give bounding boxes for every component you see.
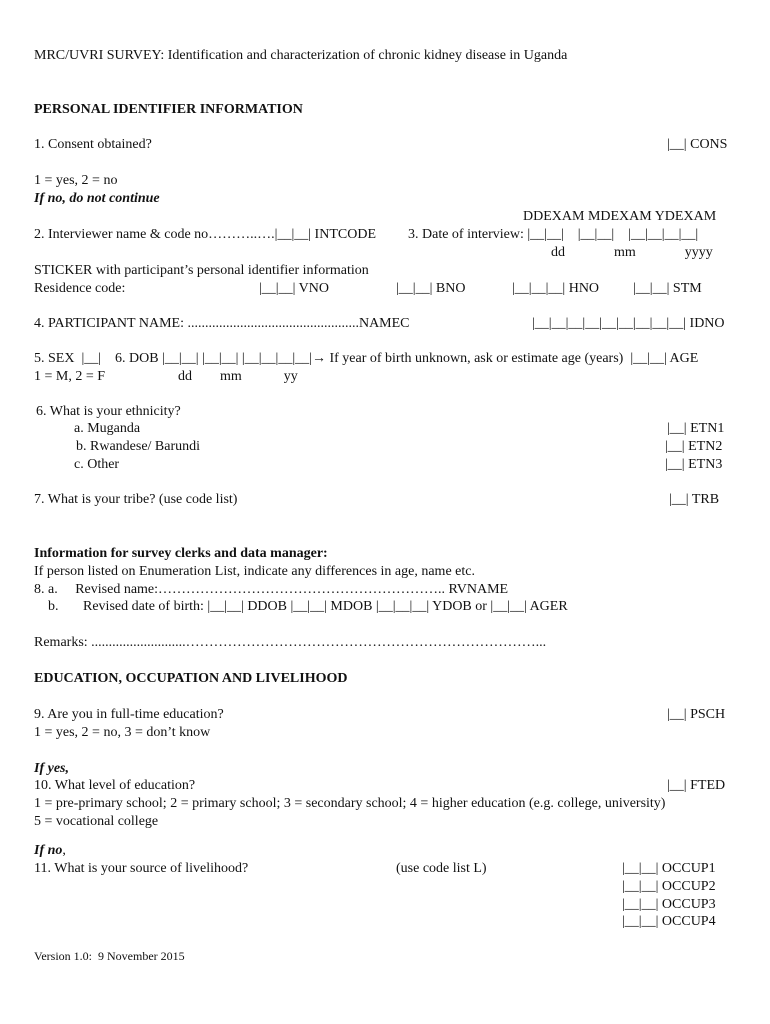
q3-date-of-interview: 3. Date of interview: |__|__| |__|__| |__|__|__|__| [408, 227, 699, 242]
q11-code-occup4: |__|__| OCCUP4 [622, 914, 716, 929]
q10-options-line2: 5 = vocational college [34, 814, 159, 829]
q4-participant-name: 4. PARTICIPANT NAME: .................................................NAMEC [34, 316, 410, 331]
remarks-line: Remarks: ...........................…………………………………………………………………... [34, 635, 547, 650]
q8b-revised-dob: b. Revised date of birth: |__|__| DDOB |__|__| MDOB |__|__|__| YDOB or |__|__| AGER [48, 599, 568, 614]
residence-vno: |__|__| VNO [259, 281, 329, 296]
survey-title: MRC/UVRI SURVEY: Identification and characterization of chronic kidney disease in Uganda [34, 48, 568, 63]
dob-units: dd mm yy [178, 369, 298, 384]
q6-code-a: |__| ETN1 [667, 421, 725, 436]
q6-option-b: b. Rwandese/ Barundi [76, 439, 201, 454]
residence-stm: |__|__| STM [633, 281, 702, 296]
clerks-intro: If person listed on Enumeration List, indicate any differences in age, name etc. [34, 564, 475, 579]
section-heading-clerks: Information for survey clerks and data manager: [34, 546, 328, 561]
q4-id-code: |__|__|__|__|__|__|__|__|__| IDNO [532, 316, 725, 331]
q6-code-c: |__| ETN3 [665, 457, 723, 472]
q1-instruction: If no, do not continue [34, 191, 160, 206]
date-units: dd mm yyyy [551, 245, 713, 260]
q2-interviewer: 2. Interviewer name & code no………..….|__|__| INTCODE [34, 227, 376, 242]
version-footer: Version 1.0: 9 November 2015 [34, 949, 185, 963]
q9-options: 1 = yes, 2 = no, 3 = don’t know [34, 725, 211, 740]
q7-tribe: 7. What is your tribe? (use code list) [34, 492, 238, 507]
residence-label: Residence code: [34, 281, 126, 296]
q6-option-a: a. Muganda [74, 421, 141, 436]
q11-livelihood: 11. What is your source of livelihood? [34, 861, 249, 876]
q6-ethnicity: 6. What is your ethnicity? [36, 404, 181, 419]
q10-code-box: |__| FTED [667, 778, 726, 793]
q5-sex-options: 1 = M, 2 = F [34, 369, 106, 384]
q10-education-level: 10. What level of education? [34, 778, 196, 793]
q9-code-box: |__| PSCH [667, 707, 726, 722]
q6-code-b: |__| ETN2 [665, 439, 723, 454]
residence-hno: |__|__|__| HNO [512, 281, 600, 296]
if-yes-label: If yes, [34, 761, 69, 776]
q9-full-time-education: 9. Are you in full-time education? [34, 707, 224, 722]
q5-sex-dob: 5. SEX |__| 6. DOB |__|__| |__|__| |__|__|__|__|→ If year of birth unknown, ask or estimate age (years) |__|__| AGE [34, 351, 699, 366]
q7-code-box: |__| TRB [669, 492, 720, 507]
residence-bno: |__|__| BNO [396, 281, 466, 296]
if-no-comma: , [62, 843, 66, 858]
section-heading-education: EDUCATION, OCCUPATION AND LIVELIHOOD [34, 671, 348, 686]
q11-code-occup3: |__|__| OCCUP3 [622, 897, 716, 912]
q1-consent: 1. Consent obtained? [34, 137, 152, 152]
q8a-revised-name: 8. a. Revised name:…………………………………………………….. RVNAME [34, 582, 509, 597]
q6-option-c: c. Other [74, 457, 120, 472]
section-heading-personal: PERSONAL IDENTIFIER INFORMATION [34, 102, 303, 117]
q11-hint: (use code list L) [396, 861, 487, 876]
if-no-label [34, 843, 66, 859]
if-no-text: If no [34, 843, 63, 858]
q11-code-occup1: |__|__| OCCUP1 [622, 861, 716, 876]
date-headers: DDEXAM MDEXAM YDEXAM [523, 209, 717, 224]
q1-options: 1 = yes, 2 = no [34, 173, 118, 188]
q11-code-occup2: |__|__| OCCUP2 [622, 879, 716, 894]
q1-code-box: |__| CONS [667, 137, 728, 152]
sticker-note: STICKER with participant’s personal identifier information [34, 263, 369, 278]
q10-options-line1: 1 = pre-primary school; 2 = primary school; 3 = secondary school; 4 = higher education (e.g. college, university) [34, 796, 666, 811]
